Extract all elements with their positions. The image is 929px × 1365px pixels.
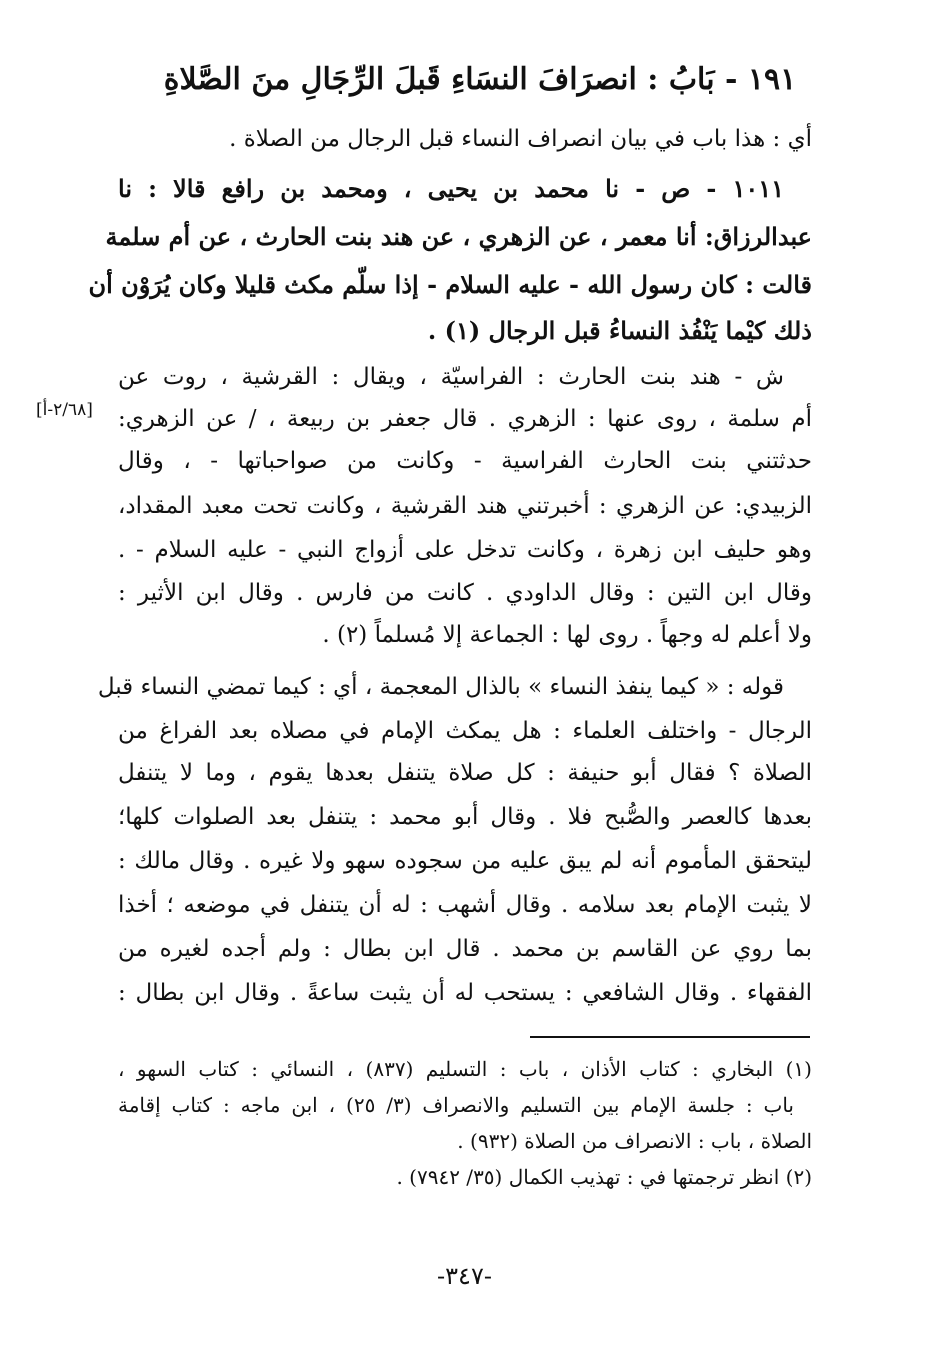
footnote-separator <box>530 1036 810 1038</box>
commentary-line: الرجال - واختلف العلماء : هل يمكث الإمام في مصلاه بعد الفراغ من <box>118 718 812 744</box>
sharh-line: وقال ابن التين : وقال الداودي . كانت من فارس . وقال ابن الأثير : <box>118 580 812 606</box>
sharh-line: ولا أعلم له وجهاً . روى لها : الجماعة إلا مُسلماً (٢) . <box>322 622 812 648</box>
chapter-heading: ١٩١ - بَابُ : انصرَافَ النسَاءِ قَبلَ الرِّجَالِ منَ الصَّلاةِ <box>163 62 797 97</box>
footnote-line: (١) البخاري : كتاب الأذان ، باب : التسليم (٨٣٧) ، النسائي : كتاب السهو ، <box>118 1057 812 1081</box>
footnote-line: (٢) انظر ترجمتها في : تهذيب الكمال (٣٥/ ٧٩٤٢) . <box>396 1165 812 1189</box>
hadith-line: ذلك كيْما يَنْفُذ النساءُ قبل الرجال (١) . <box>427 316 812 345</box>
intro-line: أي : هذا باب في بيان انصراف النساء قبل الرجال من الصلاة . <box>229 126 812 152</box>
hadith-line: عبدالرزاق: أنا معمر ، عن الزهري ، عن هند بنت الحارث ، عن أم سلمة <box>105 222 812 251</box>
sharh-line: ش - هند بنت الحارث : الفراسيّة ، ويقال : القرشية ، روت عن <box>118 364 784 390</box>
hadith-line: ١٠١١ - ص - نا محمد بن يحيى ، ومحمد بن رافع قالا : نا <box>118 174 784 203</box>
page-number: -٣٤٧- <box>437 1262 492 1290</box>
commentary-line: قوله : « كيما ينفذ النساء » بالذال المعجمة ، أي : كيما تمضي النساء قبل <box>97 674 784 700</box>
commentary-line: ليتحقق المأموم أنه لم يبق عليه من سجوده سهو ولا غيره . وقال مالك : <box>118 848 812 874</box>
sharh-line: أم سلمة ، روى عنها : الزهري . قال جعفر بن ربيعة ، / عن الزهري: <box>118 406 812 432</box>
sharh-line: الزبيدي: عن الزهري : أخبرتني هند القرشية ، وكانت تحت معبد المقداد، <box>118 493 812 519</box>
commentary-line: الفقهاء . وقال الشافعي : يستحب له أن يثبت ساعةً . وقال ابن بطال : <box>118 980 812 1006</box>
sharh-line: وهو حليف ابن زهرة ، وكانت تدخل على أزواج النبي - عليه السلام - . <box>118 537 812 563</box>
commentary-line: بعدها كالعصر والصُّبح فلا . وقال أبو محمد : يتنفل بعد الصلوات كلها؛ <box>118 804 812 830</box>
hadith-line: قالت : كان رسول الله - عليه السلام - إذا سلّم مكث قليلا وكان يُرَوْن أن <box>88 270 812 299</box>
sharh-line: حدثتني بنت الحارث الفراسية - وكانت من صواحباتها - ، وقال <box>118 448 812 474</box>
footnote-line: الصلاة ، باب : الانصراف من الصلاة (٩٣٢) . <box>457 1129 812 1153</box>
footnote-line: باب : جلسة الإمام بين التسليم والانصراف (٣/ ٢٥) ، ابن ماجه : كتاب إقامة <box>118 1093 794 1117</box>
commentary-line: لا يثبت الإمام بعد سلامه . وقال أشهب : له أن يتنفل في موضعه ؛ أخذا <box>118 892 812 918</box>
commentary-line: الصلاة ؟ فقال أبو حنيفة : كل صلاة يتنفل بعدها يقوم ، وما لا يتنفل <box>118 760 812 786</box>
margin-reference: [٢/٦٨-أ] <box>36 400 93 420</box>
commentary-line: بما روي عن القاسم بن محمد . قال ابن بطال : ولم أجده لغيره من <box>118 936 812 962</box>
